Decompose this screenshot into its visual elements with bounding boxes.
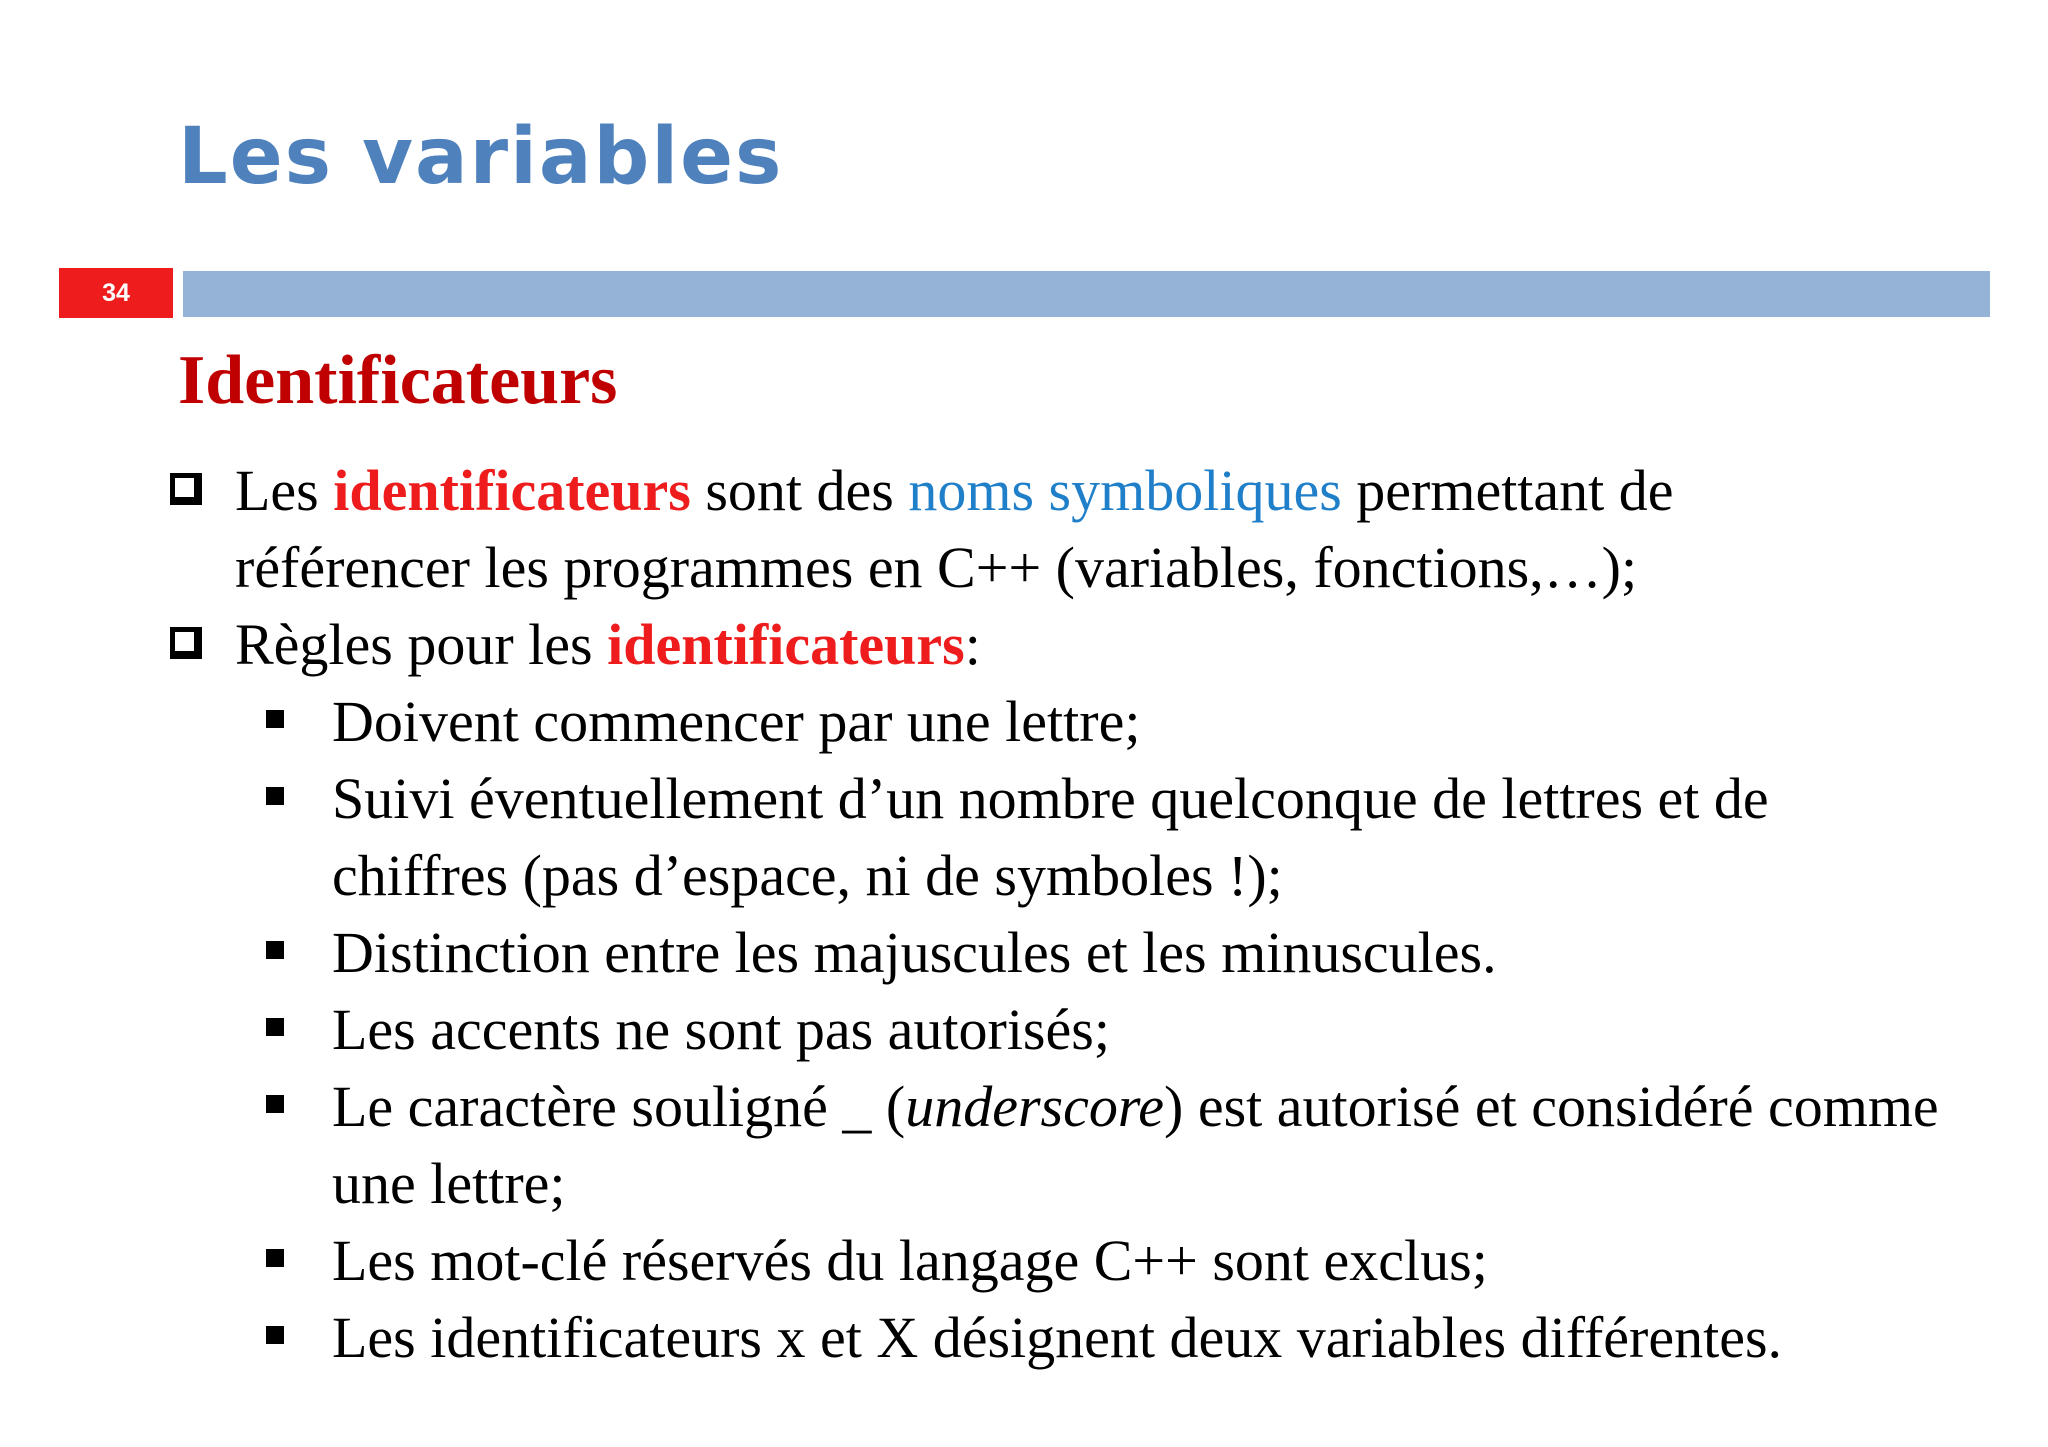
rule-text xyxy=(332,1074,1939,1216)
square-bullet-icon xyxy=(266,1018,284,1036)
text-run: Le caractère souligné _ ( xyxy=(332,1074,906,1139)
emphasis-red: identificateurs xyxy=(333,458,691,523)
text-run: permettant de référencer les programmes en C++ (variables, fonctions,…); xyxy=(235,458,1674,600)
rule-item xyxy=(0,1068,1952,1222)
checkbox-bullet-icon xyxy=(170,627,202,659)
slide-title: Les variables xyxy=(178,112,784,202)
text-run: sont des xyxy=(690,458,909,523)
rule-item xyxy=(0,991,1952,1068)
text-run: Les xyxy=(235,458,334,523)
emphasis-red: identificateurs xyxy=(607,612,965,677)
text-run: Règles pour les xyxy=(235,612,608,677)
square-bullet-icon xyxy=(266,1249,284,1267)
square-bullet-icon xyxy=(266,1095,284,1113)
bullet-item xyxy=(0,606,1875,683)
bullet-item xyxy=(0,452,1875,606)
slide-body xyxy=(0,452,2048,1376)
text-run: : xyxy=(964,612,981,677)
rule-item xyxy=(0,760,1952,914)
section-heading: Identificateurs xyxy=(178,342,618,419)
rule-text: Distinction entre les majuscules et les minuscules. xyxy=(332,920,1497,985)
rule-text: Les identificateurs x et X désignent deux variables différentes. xyxy=(332,1305,1783,1370)
rule-text: Les accents ne sont pas autorisés; xyxy=(332,997,1110,1062)
emphasis-italic: underscore xyxy=(905,1074,1165,1139)
rule-item xyxy=(0,914,1952,991)
rule-item xyxy=(0,1222,1952,1299)
rule-item xyxy=(0,1299,1952,1376)
square-bullet-icon xyxy=(266,710,284,728)
rule-text: Doivent commencer par une lettre; xyxy=(332,689,1141,754)
header-divider-bar xyxy=(183,271,1990,317)
square-bullet-icon xyxy=(266,787,284,805)
bullet-text xyxy=(235,612,981,677)
rule-item xyxy=(0,683,1952,760)
checkbox-bullet-icon xyxy=(170,473,202,505)
text-run: ) est autorisé et considéré comme une lettre; xyxy=(332,1074,1939,1216)
rule-text: Les mot-clé réservés du langage C++ sont exclus; xyxy=(332,1228,1488,1293)
square-bullet-icon xyxy=(266,1326,284,1344)
square-bullet-icon xyxy=(266,941,284,959)
bullet-text xyxy=(235,458,1674,600)
page-number-badge: 34 xyxy=(59,268,173,318)
rule-text: Suivi éventuellement d’un nombre quelconque de lettres et de chiffres (pas d’espace, ni de symboles !); xyxy=(332,766,1769,908)
emphasis-blue: noms symboliques xyxy=(908,458,1342,523)
